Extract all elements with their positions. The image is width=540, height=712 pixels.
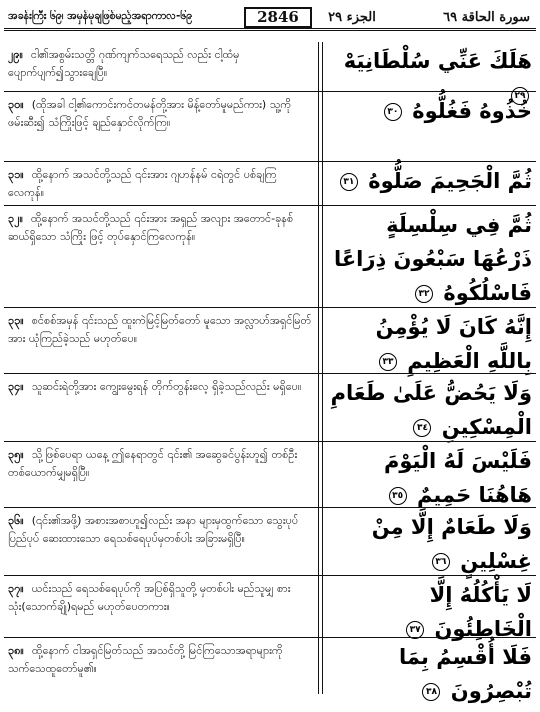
arabic-text: إِنَّهُ كَانَ لَا يُؤْمِنُ بِاللَّهِ الْعَظِيمِ [375, 315, 532, 373]
verse-arabic [328, 578, 532, 646]
ayah-number-badge: ٣٢ [415, 285, 433, 303]
arabic-text: ثُمَّ فِي سِلْسِلَةٍ ذَرْعُهَا سَبْعُونَ ذِرَاعًا فَاسْلُكُوهُ [333, 213, 532, 305]
verse-text: ယင်းသည် ရေသစ်ရေပုပ်ကို အပြစ်ရှိသူတို့ မှတစ်ပါး မည်သူမျှ စားသုံး(သောက်ချို)ရမည် မဟုတ်ပေတကား။ [8, 582, 291, 613]
page-number: 2846 [244, 7, 312, 28]
arabic-text: فَلَا أُقْسِمُ بِمَا تُبْصِرُونَ [399, 645, 532, 703]
verse-number: ၃၃။ [8, 314, 24, 327]
verse-text: စင်စစ်အမှန် ၎င်းသည် ထူးကဲမြင့်မြတ်တော် မူသော အလ္လာဟ်အရှင်မြတ်အား ယုံကြည်ခဲ့သည် မဟုတ်ပေ။ [8, 314, 312, 345]
arabic-text: ثُمَّ الْجَحِيمَ صَلُّوهُ [368, 169, 532, 193]
verse-row [0, 206, 540, 308]
verse-text: ထို့နောက် အသင်တို့သည် ၎င်းအား အရှည် အလျား အတောင်-ခုနစ်ဆယ်ရှိသော သံကြိုး ဖြင့် တုပ်နှောင်ကြလေကုန်။ [8, 212, 294, 243]
verse-number: ၃၈။ [8, 644, 24, 657]
verse-translation [8, 96, 312, 132]
verse-arabic [328, 94, 532, 128]
arabic-text: لَا يَأْكُلُهُ إِلَّا الْخَاطِئُونَ [429, 583, 532, 641]
verse-translation [8, 580, 312, 616]
verse-row [0, 308, 540, 374]
verse-text: ထို့နောက် အသင်တို့သည် ၎င်းအား ဂျဟန်နမ် ငရဲတွင် ပစ်ချကြလေကုန်။ [8, 168, 277, 199]
verse-number: ၃၇။ [8, 582, 24, 595]
verse-translation [8, 642, 312, 678]
ayah-number-badge: ٣٠ [384, 103, 402, 121]
verse-number: ၃၄။ [8, 380, 24, 393]
verse-row [0, 92, 540, 162]
verse-arabic [328, 310, 532, 378]
arabic-text: وَلَا طَعَامٌ إِلَّا مِنْ غِسْلِينٍ [371, 515, 532, 573]
verse-translation [8, 210, 312, 246]
verse-arabic [328, 164, 532, 198]
ayah-number-badge: ٣٤ [413, 419, 431, 437]
verse-number: ၃၀။ [8, 98, 24, 111]
verse-translation [8, 166, 312, 202]
verse-row [0, 442, 540, 508]
verse-number: ၂၉။ [8, 48, 23, 61]
ayah-number-badge: ٣١ [340, 173, 358, 191]
verse-translation [8, 378, 312, 396]
ayah-number-badge: ٣٧ [406, 621, 424, 639]
ayah-number-badge: ٣٣ [379, 353, 397, 371]
arabic-text: فَلَيْسَ لَهُ الْيَوْمَ هَاهُنَا حَمِيمٌ [383, 449, 532, 507]
juz-label: الجزء ٢٩ [328, 9, 376, 25]
verse-text: (ထိုအခါ ငါ့၏ကောင်းကင်တမန်တို့အား မိန့်တော်မူမည်ကား) သူ့ကို ဖမ်းဆီး၍ သံကြိုးဖြင့် ချည်နှောင်လိုက်ကြ။ [8, 98, 292, 129]
verse-number: ၃၅။ [8, 448, 24, 461]
verse-text: သို့ဖြစ်ပေရာ ယနေ့ ဤနေရာတွင် ၎င်း၏ အဆွေခင်ပွန်းဟူ၍ တစ်ဦးတစ်ယောက်မျှမရှိပြီ။ [8, 448, 298, 479]
arabic-text: خُذُوهُ فَغُلُّوهُ [412, 99, 532, 123]
verse-text: (၎င်း၏အဖို့) အစားအစာဟူ၍လည်း အနာ များမှထွက်သော သွေးပုပ်ပြည်ပုပ် ဆေးထားသော ရေသစ်ရေပုပ်မှတစ်ပါး အခြားမရှိပြီ။ [8, 514, 299, 545]
verse-row [0, 162, 540, 206]
verse-row [0, 374, 540, 442]
verse-row [0, 576, 540, 641]
ayah-number-badge: ٢٩ [511, 87, 529, 105]
verse-translation [8, 312, 312, 348]
arabic-text: هَلَكَ عَنِّي سُلْطَانِيَهْ [343, 49, 532, 73]
ayah-number-badge: ٣٥ [389, 487, 407, 505]
verse-arabic [328, 640, 532, 708]
verse-row [0, 508, 540, 576]
verse-number: ၃၁။ [8, 168, 24, 181]
verse-translation [8, 446, 312, 482]
ayah-number-badge: ٣٦ [432, 553, 450, 571]
verse-translation [8, 46, 312, 82]
chapter-title: အခန်းကြီး ၆၉၊ အမှန်မုချဖြစ်မည့်အရာကာလ-၆၉ [8, 9, 193, 22]
verse-text: သူဆင်းရဲတို့အား ကျွေးမွေးရန် တိုက်တွန်းလေ့ ရှိခဲ့သည်လည်း မရှိပေ။ [31, 380, 302, 393]
verse-arabic [328, 376, 532, 444]
verse-number: ၃၂။ [8, 212, 23, 225]
verse-arabic [328, 444, 532, 512]
verse-row [0, 638, 540, 703]
page-header [4, 6, 536, 31]
verse-arabic [328, 208, 532, 310]
arabic-text: وَلَا يَحُضُّ عَلَىٰ طَعَامِ الْمِسْكِينِ [330, 381, 532, 439]
verse-text: ထို့နောက် ငါအရှင်မြတ်သည် အသင်တို့ မြင်ကြသောအရာများကို သက်သေထူတော်မူ၏။ [8, 644, 283, 675]
verse-row [0, 42, 540, 101]
verse-text: ငါ၏အစွမ်းသတ္တိ ဂုဏ်ကျက်သရေသည် လည်း ငါ့ထံမှ ပျောက်ပျက်၍သွားချေပြီ။ [8, 48, 240, 79]
verse-arabic [328, 510, 532, 578]
verse-translation [8, 512, 312, 548]
verse-number: ၃၆။ [8, 514, 24, 527]
surah-label: سورة الحاقة ٦٩ [443, 9, 530, 25]
ayah-number-badge: ٣٨ [422, 683, 440, 701]
